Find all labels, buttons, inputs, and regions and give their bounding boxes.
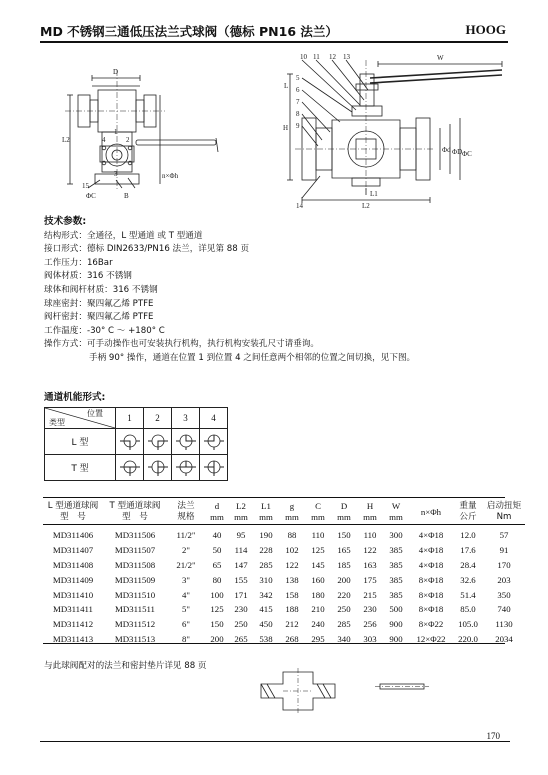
l-port-position-4 bbox=[200, 429, 228, 455]
table-cell: 105.0 bbox=[458, 619, 478, 630]
table-cell: 8×Φ18 bbox=[418, 589, 444, 600]
table-cell: 11/2" bbox=[176, 530, 196, 541]
table-cell: 12.0 bbox=[460, 530, 476, 541]
table-cell: 240 bbox=[311, 619, 325, 630]
position-header: 3 bbox=[172, 408, 200, 429]
part-label: 5 bbox=[296, 74, 300, 82]
table-cell: 285 bbox=[259, 559, 273, 570]
table-cell: MD311411 bbox=[53, 604, 93, 615]
spec-row: 球座密封：聚四氟乙烯 PTFE bbox=[44, 298, 154, 309]
header-rule bbox=[40, 41, 508, 43]
table-cell: 150 bbox=[210, 619, 224, 630]
table-cell: 228 bbox=[259, 545, 273, 556]
table-cell: 8×Φ18 bbox=[418, 574, 444, 585]
dim-label: ΦC bbox=[462, 150, 472, 158]
table-cell: 342 bbox=[259, 589, 273, 600]
spec-row: 球体和阀杆材质：316 不锈钢 bbox=[44, 284, 158, 295]
table-cell: MD311412 bbox=[52, 619, 94, 630]
corner-position-label: 位置 bbox=[87, 409, 103, 418]
table-cell: 3" bbox=[182, 574, 190, 585]
table-cell: 150 bbox=[337, 530, 351, 541]
table-cell: 230 bbox=[234, 604, 248, 615]
table-cell: 17.6 bbox=[460, 545, 476, 556]
table-cell: 188 bbox=[285, 604, 299, 615]
dim-label: L1 bbox=[370, 190, 378, 198]
table-cell: 57 bbox=[499, 530, 509, 541]
col-header: H mm bbox=[357, 500, 383, 525]
part-label: 13 bbox=[343, 53, 350, 61]
table-cell: 385 bbox=[389, 589, 403, 600]
table-cell: 303 bbox=[363, 633, 377, 644]
table-cell: 6" bbox=[182, 619, 190, 630]
col-header: L1 mm bbox=[253, 500, 279, 525]
spec-row: 阀体材质：316 不锈钢 bbox=[44, 271, 132, 282]
spec-row: 工作压力：16Bar bbox=[44, 257, 113, 268]
table-cell: 155 bbox=[234, 574, 248, 585]
table-cell: 102 bbox=[285, 545, 299, 556]
table-cell: 4" bbox=[182, 589, 190, 600]
dim-label: Φd bbox=[442, 146, 451, 154]
table-cell: 900 bbox=[389, 619, 403, 630]
table-cell: 295 bbox=[311, 633, 325, 644]
table-bottom-rule bbox=[43, 643, 505, 644]
t-port-4-icon bbox=[203, 458, 225, 476]
dim-label: 3 bbox=[114, 170, 118, 178]
table-cell: MD311512 bbox=[114, 619, 156, 630]
table-cell: 40 bbox=[212, 530, 222, 541]
type-label-t: T 型 bbox=[45, 455, 116, 481]
table-cell: 5" bbox=[182, 604, 190, 615]
table-cell: 158 bbox=[285, 589, 299, 600]
table-cell: 4×Φ18 bbox=[418, 530, 444, 541]
table-cell: MD311506 bbox=[114, 530, 156, 541]
table-cell: 256 bbox=[363, 619, 377, 630]
l-port-2-icon bbox=[147, 432, 169, 450]
table-cell: 310 bbox=[259, 574, 273, 585]
table-cell: 415 bbox=[259, 604, 273, 615]
table-cell: 21/2" bbox=[176, 559, 196, 570]
col-header: D mm bbox=[331, 500, 357, 525]
table-cell: 350 bbox=[497, 589, 511, 600]
col-header: 法兰 规格 bbox=[167, 500, 205, 525]
table-cell: 95 bbox=[236, 530, 246, 541]
t-port-position-2 bbox=[144, 455, 172, 481]
t-port-position-3 bbox=[172, 455, 200, 481]
table-cell: MD311410 bbox=[52, 589, 94, 600]
dim-label: 1 bbox=[114, 128, 118, 136]
table-cell: 28.4 bbox=[460, 559, 476, 570]
footer-rule bbox=[40, 741, 510, 742]
table-cell: 12×Φ22 bbox=[416, 633, 446, 644]
dim-label: D bbox=[113, 68, 119, 76]
table-cell: MD311508 bbox=[114, 559, 156, 570]
table-cell: MD311513 bbox=[114, 633, 156, 644]
table-cell: 1130 bbox=[495, 619, 513, 630]
table-row bbox=[43, 587, 525, 602]
table-cell: 175 bbox=[363, 574, 377, 585]
table-cell: 215 bbox=[363, 589, 377, 600]
table-cell: 450 bbox=[259, 619, 273, 630]
table-cell: MD311509 bbox=[114, 574, 156, 585]
col-header: C mm bbox=[305, 500, 331, 525]
table-cell: MD311406 bbox=[52, 530, 94, 541]
position-header: 4 bbox=[200, 408, 228, 429]
dim-label: 2 bbox=[126, 136, 130, 144]
table-cell: 385 bbox=[389, 559, 403, 570]
dim-label: 4 bbox=[102, 136, 106, 144]
table-cell: 110 bbox=[311, 530, 325, 541]
table-cell: 200 bbox=[337, 574, 351, 585]
table-row bbox=[43, 632, 525, 647]
part-label: 11 bbox=[313, 53, 320, 61]
t-port-position-4 bbox=[200, 455, 228, 481]
table-cell: 125 bbox=[210, 604, 224, 615]
table-cell: MD311409 bbox=[52, 574, 94, 585]
table-top-rule bbox=[43, 497, 505, 498]
table-cell: 4×Φ18 bbox=[418, 559, 444, 570]
table-cell: 8" bbox=[182, 633, 190, 644]
brand-name: HOOG bbox=[465, 22, 506, 37]
table-cell: 122 bbox=[363, 545, 377, 556]
part-label: 14 bbox=[296, 202, 303, 210]
table-cell: 171 bbox=[234, 589, 248, 600]
position-header: 2 bbox=[144, 408, 172, 429]
t-port-1-icon bbox=[119, 458, 141, 476]
dim-label: ΦC bbox=[86, 192, 96, 200]
table-cell: MD311507 bbox=[114, 545, 156, 556]
l-port-4-icon bbox=[203, 432, 225, 450]
type-label-l: L 型 bbox=[45, 429, 116, 455]
position-header: 1 bbox=[116, 408, 144, 429]
table-cell: 51.4 bbox=[460, 589, 476, 600]
part-label: 6 bbox=[296, 86, 300, 94]
table-cell: 110 bbox=[363, 530, 377, 541]
table-cell: 8×Φ22 bbox=[418, 619, 444, 630]
table-cell: 180 bbox=[311, 589, 325, 600]
table-cell: 50 bbox=[212, 545, 222, 556]
table-cell: 340 bbox=[337, 633, 351, 644]
part-label: 10 bbox=[300, 53, 307, 61]
l-port-position-1 bbox=[116, 429, 144, 455]
table-cell: 385 bbox=[389, 545, 403, 556]
table-row bbox=[43, 543, 525, 558]
table-cell: 4×Φ18 bbox=[418, 545, 444, 556]
dim-label: L2 bbox=[362, 202, 370, 210]
table-cell: 250 bbox=[337, 604, 351, 615]
table-cell: 203 bbox=[497, 574, 511, 585]
table-cell: MD311510 bbox=[114, 589, 156, 600]
t-port-2-icon bbox=[147, 458, 169, 476]
channel-types-heading: 通道机能形式: bbox=[44, 392, 106, 403]
table-cell: 300 bbox=[389, 530, 403, 541]
technical-specs bbox=[44, 215, 484, 366]
table-cell: 250 bbox=[234, 619, 248, 630]
table-row bbox=[43, 617, 525, 632]
part-label: 7 bbox=[296, 98, 300, 106]
part-label: 8 bbox=[296, 110, 300, 118]
table-cell: MD311407 bbox=[52, 545, 94, 556]
table-cell: 220.0 bbox=[458, 633, 478, 644]
table-cell: 100 bbox=[210, 589, 224, 600]
table-cell: 212 bbox=[285, 619, 299, 630]
corner-type-label: 类型 bbox=[49, 418, 65, 427]
table-cell: 147 bbox=[234, 559, 248, 570]
table-cell: MD311408 bbox=[52, 559, 94, 570]
spec-row: 阀杆密封：聚四氟乙烯 PTFE bbox=[44, 312, 154, 323]
dim-label: ΦD bbox=[452, 148, 463, 156]
l-port-3-icon bbox=[175, 432, 197, 450]
col-header: 重量 公斤 bbox=[453, 500, 483, 525]
valve-technical-drawing bbox=[40, 50, 510, 210]
specs-heading: 技术参数: bbox=[44, 216, 87, 227]
spec-row-continued: 手柄 90° 操作，通道在位置 1 到位置 4 之间任意两个相邻的位置之间切换，见下图。 bbox=[89, 352, 416, 363]
t-port-3-icon bbox=[175, 458, 197, 476]
t-port-position-1 bbox=[116, 455, 144, 481]
spec-row: 接口形式：德标 DIN2633/PN16 法兰，详见第 88 页 bbox=[44, 244, 250, 255]
dim-label: H bbox=[283, 124, 289, 132]
footnote: 与此球阀配对的法兰和密封垫片详见 88 页 bbox=[44, 661, 207, 671]
table-cell: 220 bbox=[337, 589, 351, 600]
part-label: 12 bbox=[329, 53, 336, 61]
table-row bbox=[43, 525, 525, 543]
table-cell: 80 bbox=[212, 574, 222, 585]
dim-label: B bbox=[124, 192, 129, 200]
table-cell: 900 bbox=[389, 633, 403, 644]
spec-row: 结构形式：全通径，L 型通道 或 T 型通道 bbox=[44, 230, 203, 241]
table-cell: 740 bbox=[497, 604, 511, 615]
table-cell: 538 bbox=[259, 633, 273, 644]
dimension-table bbox=[43, 500, 525, 646]
l-port-position-2 bbox=[144, 429, 172, 455]
part-label: 9 bbox=[296, 122, 300, 130]
table-cell: 65 bbox=[212, 559, 222, 570]
col-header: d mm bbox=[205, 500, 229, 525]
table-header-row bbox=[43, 500, 525, 525]
table-cell: MD311511 bbox=[115, 604, 155, 615]
table-cell: 268 bbox=[285, 633, 299, 644]
spec-row: 操作方式：可手动操作也可安装执行机构，执行机构安装孔尺寸请垂询。 bbox=[44, 339, 320, 350]
table-cell: 88 bbox=[287, 530, 297, 541]
table-row bbox=[43, 602, 525, 617]
col-header: L 型通道球阀 型 号 bbox=[43, 500, 103, 525]
table-cell: 500 bbox=[389, 604, 403, 615]
table-cell: 32.6 bbox=[460, 574, 476, 585]
page-number: 170 bbox=[486, 731, 500, 741]
table-cell: 185 bbox=[337, 559, 351, 570]
table-cell: 145 bbox=[311, 559, 325, 570]
table-cell: 385 bbox=[389, 574, 403, 585]
table-cell: 138 bbox=[285, 574, 299, 585]
table-cell: 170 bbox=[497, 559, 511, 570]
table-cell: 91 bbox=[499, 545, 509, 556]
table-cell: 114 bbox=[234, 545, 248, 556]
channel-types-table bbox=[44, 407, 228, 481]
corner-cell bbox=[45, 408, 116, 429]
table-cell: 230 bbox=[363, 604, 377, 615]
table-cell: 125 bbox=[311, 545, 325, 556]
table-cell: 190 bbox=[259, 530, 273, 541]
dim-label: 15 bbox=[82, 182, 89, 190]
table-cell: 165 bbox=[337, 545, 351, 556]
col-header: n×Φh bbox=[409, 500, 453, 525]
table-cell: 8×Φ18 bbox=[418, 604, 444, 615]
table-cell: 160 bbox=[311, 574, 325, 585]
table-cell: 2034 bbox=[495, 633, 513, 644]
page-title: MD 不锈钢三通低压法兰式球阀（德标 PN16 法兰） bbox=[40, 24, 338, 39]
col-header: L2 mm bbox=[229, 500, 253, 525]
table-cell: 2" bbox=[182, 545, 190, 556]
table-cell: 122 bbox=[285, 559, 299, 570]
l-port-position-3 bbox=[172, 429, 200, 455]
table-row bbox=[43, 558, 525, 573]
table-cell: 210 bbox=[311, 604, 325, 615]
spec-row: 工作温度：-30° C ～ +180° C bbox=[44, 325, 165, 336]
col-header: W mm bbox=[383, 500, 409, 525]
col-header: g mm bbox=[279, 500, 305, 525]
table-cell: 85.0 bbox=[460, 604, 476, 615]
table-cell: MD311413 bbox=[52, 633, 94, 644]
table-row bbox=[43, 572, 525, 587]
dim-label: L2 bbox=[62, 136, 70, 144]
col-header: 启动扭矩 Nm bbox=[483, 500, 525, 525]
col-header: T 型通道球阀 型 号 bbox=[103, 500, 167, 525]
l-port-1-icon bbox=[119, 432, 141, 450]
flange-gasket-drawing bbox=[255, 666, 435, 716]
table-cell: 163 bbox=[363, 559, 377, 570]
table-cell: 265 bbox=[234, 633, 248, 644]
dim-label: n×Φh bbox=[162, 172, 179, 180]
dim-label: L bbox=[284, 82, 289, 90]
dim-label: W bbox=[437, 54, 444, 62]
table-cell: 200 bbox=[210, 633, 224, 644]
table-cell: 285 bbox=[337, 619, 351, 630]
